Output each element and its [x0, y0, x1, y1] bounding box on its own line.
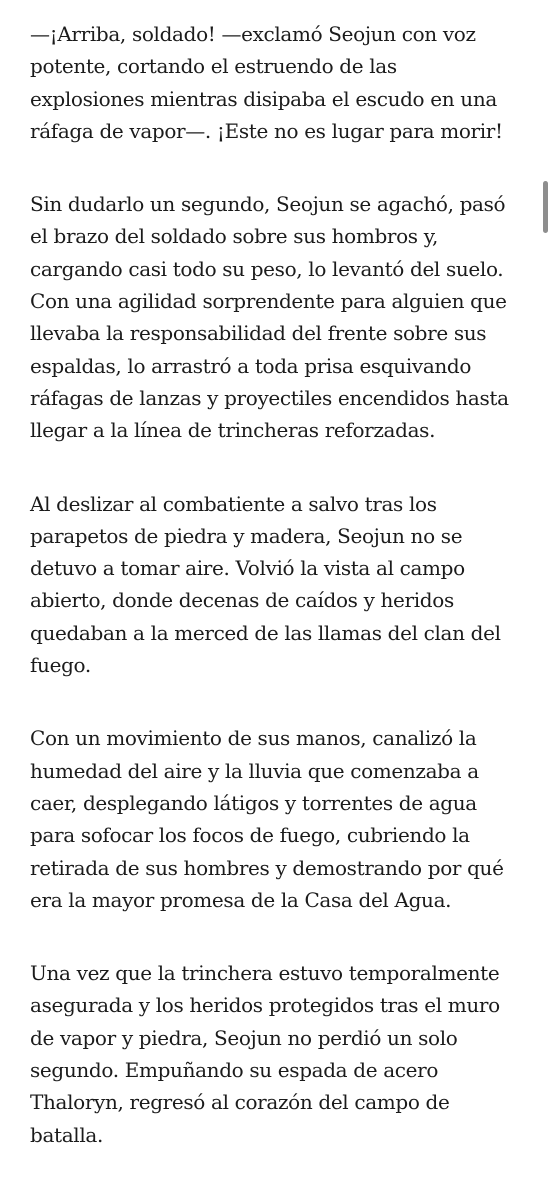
text-line: fuego. — [30, 653, 91, 678]
text-line: ráfaga de vapor—. ¡Este no es lugar para morir! — [30, 118, 503, 143]
text-line: caer, desplegando látigos y torrentes de agua — [30, 790, 477, 815]
text-line: Al deslizar al combatiente a salvo tras los — [30, 491, 437, 516]
text-line: para sofocar los focos de fuego, cubriendo la — [30, 823, 470, 848]
text-line: segundo. Empuñando su espada de acero — [30, 1058, 439, 1083]
text-line: batalla. — [30, 1122, 103, 1147]
text-line: Con un movimiento de sus manos, canalizó la — [30, 726, 477, 751]
text-line: —¡Arriba, soldado! —exclamó Seojun con voz — [30, 22, 476, 46]
paragraph-4 — [30, 722, 530, 916]
text-line: parapetos de piedra y madera, Seojun no se — [30, 523, 463, 548]
text-line: Sin dudarlo un segundo, Seojun se agachó, pasó — [30, 192, 506, 217]
text-line: asegurada y los heridos protegidos tras el muro — [30, 993, 500, 1018]
text-line: explosiones mientras disipaba el escudo en una — [30, 86, 497, 111]
paragraph-5 — [30, 957, 530, 1151]
text-line: de vapor y piedra, Seojun no perdió un solo — [30, 1025, 458, 1050]
paragraph-3 — [30, 488, 530, 682]
text-line: el brazo del soldado sobre sus hombros y, — [30, 224, 439, 249]
text-line: quedaban a la merced de las llamas del clan del — [30, 620, 501, 645]
text-line: cargando casi todo su peso, lo levantó del suelo. — [30, 256, 504, 281]
text-line: humedad del aire y la lluvia que comenzaba a — [30, 758, 479, 783]
text-line: espaldas, lo arrastró a toda prisa esquivando — [30, 353, 472, 378]
paragraph-1 — [30, 18, 530, 147]
text-line: ráfagas de lanzas y proyectiles encendidos hasta — [30, 385, 509, 410]
text-line: Una vez que la trinchera estuvo temporalmente — [30, 961, 500, 986]
text-line: retirada de sus hombres y demostrando por qué — [30, 855, 504, 880]
text-line: abierto, donde decenas de caídos y heridos — [30, 588, 454, 613]
scrollbar-thumb[interactable] — [543, 181, 548, 233]
text-line: llegar a la línea de trincheras reforzadas. — [30, 418, 436, 443]
text-line: detuvo a tomar aire. Volvió la vista al campo — [30, 556, 465, 581]
paragraph-2 — [30, 188, 530, 446]
text-line: Thaloryn, regresó al corazón del campo de — [30, 1090, 450, 1115]
reading-pane — [30, 18, 530, 1192]
text-line: potente, cortando el estruendo de las — [30, 54, 397, 79]
text-line: era la mayor promesa de la Casa del Agua. — [30, 887, 452, 912]
text-line: Con una agilidad sorprendente para alguien que — [30, 289, 507, 314]
text-line: llevaba la responsabilidad del frente sobre sus — [30, 321, 487, 346]
